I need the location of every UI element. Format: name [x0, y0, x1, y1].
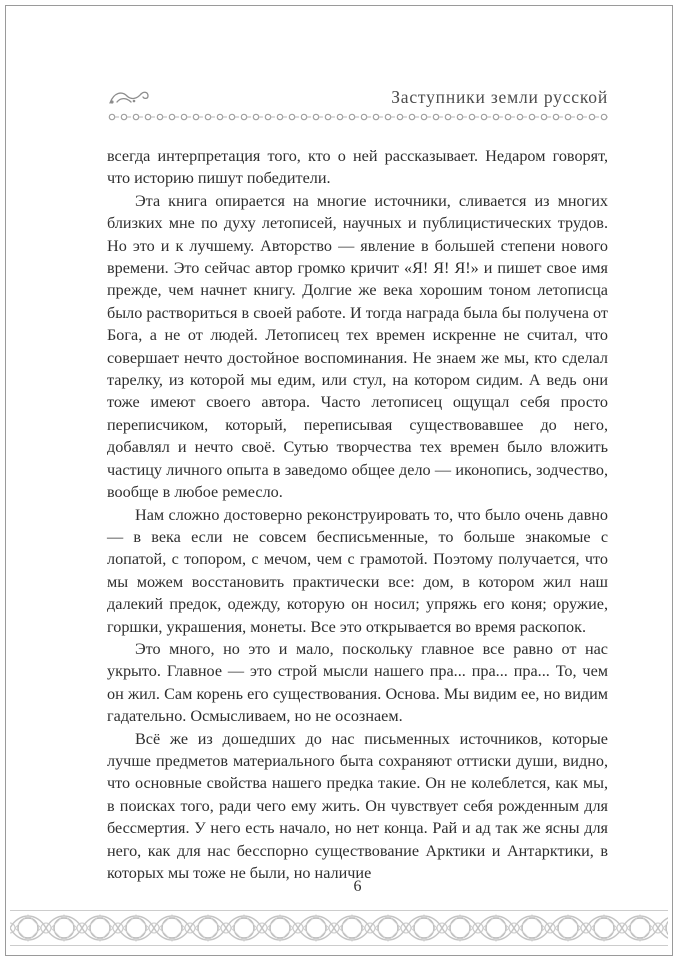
page-body	[107, 145, 608, 884]
running-title: Заступники земли русской	[391, 86, 608, 107]
paragraph: Это много, но это и мало, поскольку главное все равно от нас укрыто. Главное — это строй мысли нашего пра... пра... пра... То, чем он жил. Сам корень его существования. Основа. Мы видим ее, но видим гадательно. Осмысливаем, но не осознаем.	[107, 639, 608, 726]
page-header	[107, 84, 608, 110]
page-number: 6	[353, 878, 362, 895]
paragraph: всегда интерпретация того, кто о ней рассказывает. Недаром говорят, что историю пишут победители.	[107, 147, 608, 188]
paragraph: Эта книга опирается на многие источники, сливается из многих близких мне по духу летописей, научных и публицистических трудов. Но это и к лучшему. Авторство — явление в большей степени нового времени. Это сейчас автор громко кричит «Я! Я! Я!» и пишет свое имя прежде, чем начнет книгу. Долгие же века хорошим тоном летописца было раствориться в своей работе. И тогда награда была бы получена от Бога, а не от людей. Летописец тех времен искренне не считал, что совершает нечто достойное воспоминания. Не знаем же мы, кто сделал тарелку, из которой мы едим, или стул, на котором сидим. А ведь они тоже имеют своего автора. Часто летописец ощущал себя просто переписчиком, который, переписывая существовавшее до него, добавлял и нечто своё. Сутью творчества тех времен было вложить частицу личного опыта в заведомо общее дело — иконопись, зодчество, вообще в любое ремесло.	[107, 191, 608, 502]
footer-ornament	[10, 909, 668, 947]
paragraph: Всё же из дошедших до нас письменных источников, которые лучше предметов материального быта сохраняют оттиски души, видно, что основные свойства нашего предка такие. Он не колеблется, как мы, в поисках того, ради чего ему жить. Он чувствует себя рожденным для бессмертия. У него есть начало, но нет конца. Рай и ад так же ясны для него, как для нас бесспорно существование Арктики и Антарктики, в которых мы тоже не были, но наличие	[107, 729, 608, 882]
header-ornament-rule	[107, 112, 608, 122]
header-flourish-icon	[107, 86, 151, 108]
paragraph: Нам сложно достоверно реконструировать то, что было очень давно — в века если не совсем бесписьменные, то больше знакомые с лопатой, с топором, с мечом, чем с грамотой. Поэтому получается, что мы можем восстановить практически все: дом, в котором жил наш далекий предок, одежду, которую он носил; упряжь его коня; оружие, горшки, украшения, монеты. Все это открывается во время раскопок.	[107, 505, 608, 636]
